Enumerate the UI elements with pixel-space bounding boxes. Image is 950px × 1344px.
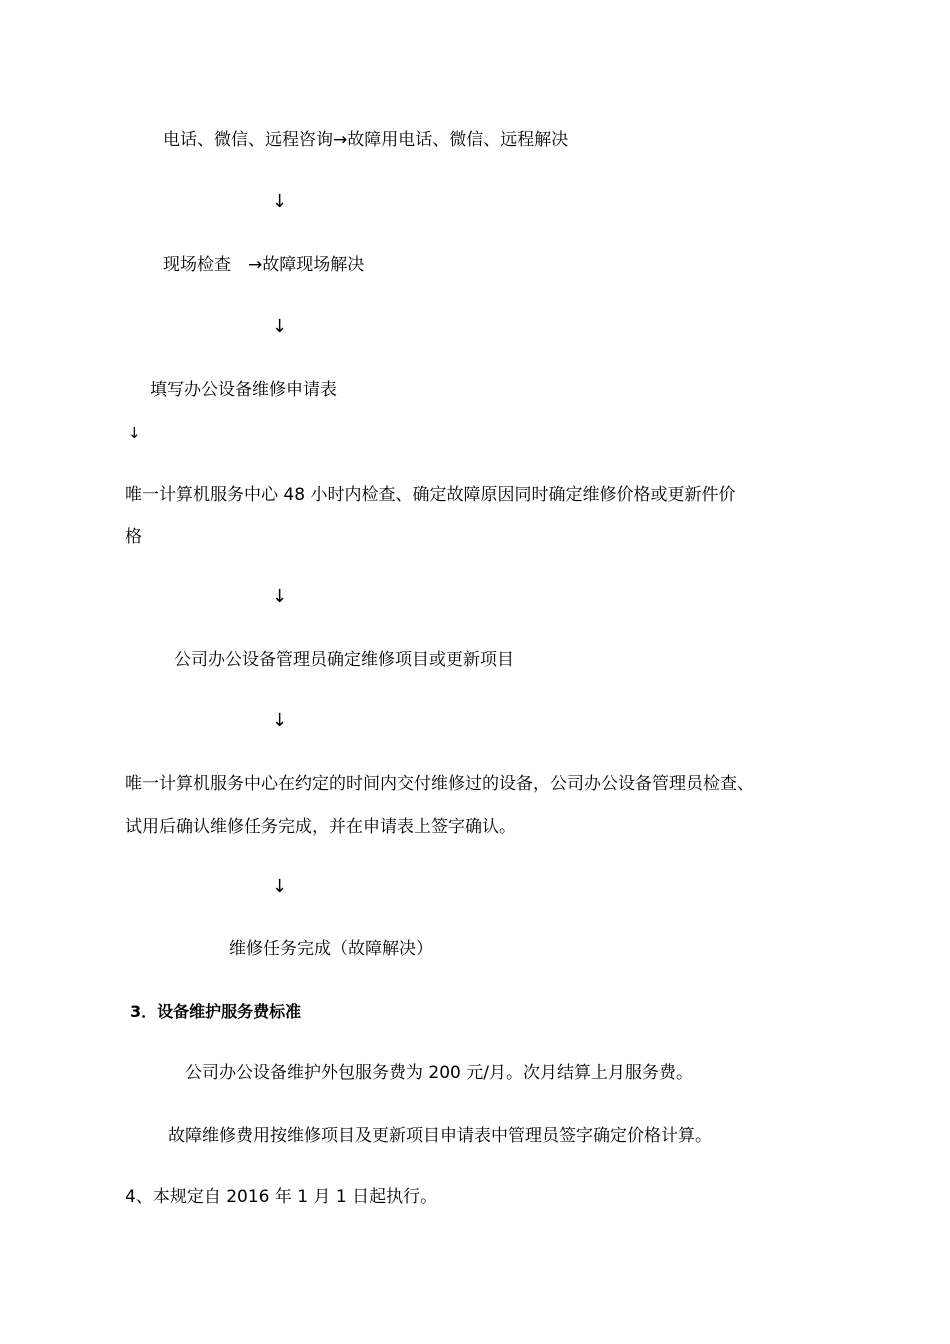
service-fee-paragraph: 公司办公设备维护外包服务费为 200 元/月。次月结算上月服务费。 — [185, 1063, 693, 1083]
flow-arrow-down-4: ↓ — [272, 586, 288, 607]
flow-arrow-down-5: ↓ — [272, 710, 288, 731]
repair-fee-paragraph: 故障维修费用按维修项目及更新项目申请表中管理员签字确定价格计算。 — [168, 1126, 712, 1146]
flow-step-admin-confirm: 公司办公设备管理员确定维修项目或更新项目 — [174, 650, 514, 670]
flow-step-complete: 维修任务完成（故障解决） — [229, 939, 433, 959]
section-3-heading: 3．设备维护服务费标准 — [130, 1002, 302, 1021]
flow-step-deliver-line2: 试用后确认维修任务完成，并在申请表上签字确认。 — [125, 817, 516, 837]
flow-step-phone-wechat-remote: 电话、微信、远程咨询→故障用电话、微信、远程解决 — [163, 130, 569, 150]
flow-step-service-center-inspect-line1: 唯一计算机服务中心 48 小时内检查、确定故障原因同时确定维修价格或更新件价 — [125, 485, 736, 505]
flow-step-fill-repair-form: 填写办公设备维修申请表 — [150, 380, 337, 400]
flow-arrow-down-6: ↓ — [272, 876, 288, 897]
flow-step-deliver-line1: 唯一计算机服务中心在约定的时间内交付维修过的设备，公司办公设备管理员检查、 — [125, 774, 754, 794]
flow-arrow-down-3: ↓ — [128, 424, 141, 442]
flow-step-onsite-check: 现场检查 →故障现场解决 — [163, 255, 365, 275]
flow-arrow-down-1: ↓ — [272, 191, 288, 212]
flow-step-service-center-inspect-line2: 格 — [125, 527, 142, 547]
flow-arrow-down-2: ↓ — [272, 316, 288, 337]
effective-date-paragraph: 4、本规定自 2016 年 1 月 1 日起执行。 — [125, 1187, 438, 1207]
